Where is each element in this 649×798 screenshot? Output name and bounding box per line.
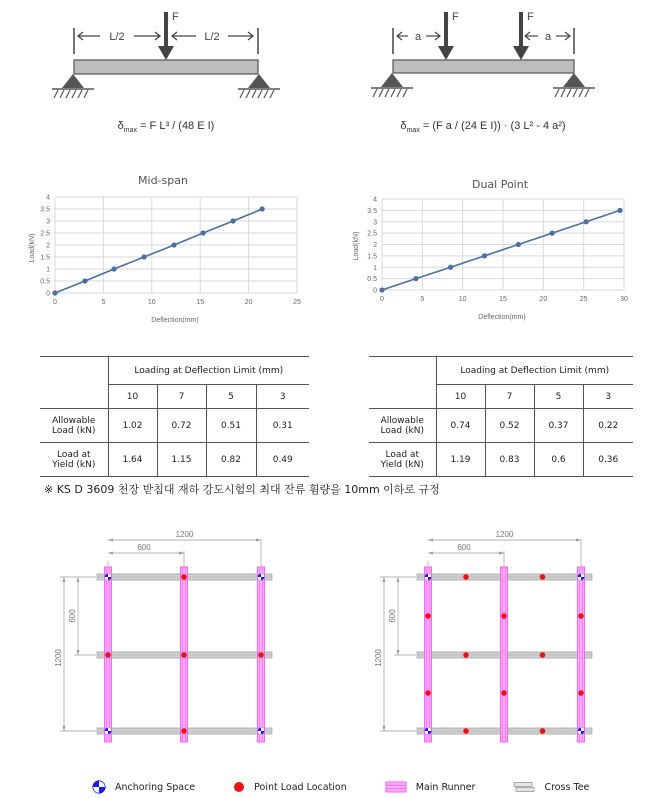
column-header: 10 bbox=[108, 385, 157, 409]
table-row bbox=[40, 443, 309, 477]
y-tick-label: 2.5 bbox=[40, 230, 50, 238]
legend-label: Main Runner bbox=[415, 781, 476, 793]
svg-text:F: F bbox=[452, 11, 459, 23]
legend-item-main-runner bbox=[385, 781, 476, 793]
y-tick-label: 0.5 bbox=[367, 276, 377, 284]
table-cell: 0.36 bbox=[583, 443, 633, 477]
data-point bbox=[516, 242, 521, 247]
svg-text:F: F bbox=[527, 11, 534, 23]
data-point bbox=[171, 242, 176, 247]
y-tick-label: 3.5 bbox=[367, 207, 377, 215]
table-cell: 1.02 bbox=[108, 409, 157, 443]
point-load-icon bbox=[181, 574, 187, 580]
y-tick-label: 1.5 bbox=[367, 253, 377, 261]
anchoring-space-icon bbox=[578, 574, 585, 581]
column-header: 3 bbox=[583, 385, 633, 409]
column-header: 5 bbox=[534, 385, 583, 409]
anchoring-space-icon bbox=[105, 574, 112, 581]
anchoring-space-icon bbox=[92, 780, 106, 794]
dimension-label: 1200 bbox=[374, 649, 383, 667]
dimension-arrow-right bbox=[172, 31, 253, 43]
pin-support-right-icon bbox=[553, 73, 595, 97]
pin-support-right-icon bbox=[238, 74, 280, 98]
x-tick-label: 5 bbox=[420, 296, 425, 303]
y-tick-label: 2 bbox=[46, 242, 50, 250]
span-left-label: L/2 bbox=[109, 31, 125, 43]
dimension-label: 1200 bbox=[495, 530, 514, 539]
table-corner bbox=[40, 357, 108, 409]
dimension-label: 600 bbox=[388, 609, 397, 623]
point-load-icon bbox=[463, 574, 469, 580]
y-tick-label: 3.5 bbox=[40, 206, 50, 214]
point-load-icon bbox=[578, 690, 584, 696]
beam bbox=[74, 60, 258, 74]
data-point bbox=[482, 253, 487, 258]
data-point bbox=[141, 254, 146, 259]
column-header: 10 bbox=[436, 385, 485, 409]
point-load-icon bbox=[540, 574, 546, 580]
data-point bbox=[379, 287, 384, 292]
y-tick-label: 0.5 bbox=[40, 278, 50, 286]
anchoring-space-icon bbox=[425, 728, 432, 735]
data-point bbox=[201, 230, 206, 235]
table-cell: 0.6 bbox=[534, 443, 583, 477]
chart-mid-span bbox=[25, 168, 315, 328]
table-cell: 1.64 bbox=[108, 443, 157, 477]
span-right-label: L/2 bbox=[204, 31, 220, 43]
point-load-icon bbox=[501, 613, 507, 619]
cross-tee-icon bbox=[513, 781, 535, 793]
point-load-icon bbox=[463, 652, 469, 658]
main-runner bbox=[425, 567, 432, 742]
table-header: Loading at Deflection Limit (mm) bbox=[108, 357, 309, 385]
dimension-label: 600 bbox=[137, 543, 151, 552]
x-tick-label: 15 bbox=[499, 296, 507, 303]
x-axis-label: Deflection(mm) bbox=[151, 317, 199, 324]
point-load-icon bbox=[258, 652, 264, 658]
table-cell: 0.31 bbox=[256, 409, 309, 443]
y-tick-label: 1 bbox=[46, 266, 50, 274]
x-tick-label: 5 bbox=[101, 299, 106, 306]
chart-dual-point bbox=[342, 172, 637, 328]
point-load-icon bbox=[501, 690, 507, 696]
y-tick-label: 1.5 bbox=[40, 254, 50, 262]
point-load-icon bbox=[540, 728, 546, 734]
row-label: Load at Yield (kN) bbox=[369, 443, 436, 477]
pin-support-left-icon bbox=[371, 73, 413, 97]
y-tick-label: 3 bbox=[373, 219, 377, 227]
table-row bbox=[369, 443, 633, 477]
data-point bbox=[583, 219, 588, 224]
chart-title: Mid-span bbox=[138, 174, 188, 187]
y-axis-label: Load(kN) bbox=[29, 233, 36, 263]
chart-plot-area bbox=[40, 195, 301, 307]
y-tick-label: 3 bbox=[46, 218, 50, 226]
x-tick-label: 0 bbox=[53, 299, 57, 306]
chart-title: Dual Point bbox=[471, 178, 529, 191]
table-cell: 0.52 bbox=[485, 409, 534, 443]
table-cell: 0.37 bbox=[534, 409, 583, 443]
table-corner bbox=[369, 357, 436, 409]
point-load-icon bbox=[181, 652, 187, 658]
deflection-formula-dual-point: $\delta_{max} = (F$ a / (24 E I)) · (3 L² - 4 a²) bbox=[400, 120, 566, 134]
table-row bbox=[40, 409, 309, 443]
table-dual-point bbox=[369, 356, 633, 477]
force-label: F bbox=[172, 11, 179, 23]
table-cell: 0.22 bbox=[583, 409, 633, 443]
column-header: 7 bbox=[485, 385, 534, 409]
data-point bbox=[52, 290, 57, 295]
data-point bbox=[617, 208, 622, 213]
x-tick-label: 20 bbox=[539, 296, 548, 303]
x-tick-label: 0 bbox=[380, 296, 384, 303]
table-cell: 0.72 bbox=[157, 409, 206, 443]
data-point bbox=[111, 266, 116, 271]
table-cell: 0.82 bbox=[206, 443, 256, 477]
table-cell: 1.15 bbox=[157, 443, 206, 477]
anchoring-space-icon bbox=[105, 728, 112, 735]
beam-diagram-dual-point bbox=[360, 0, 620, 140]
point-load-icon bbox=[578, 613, 584, 619]
column-header: 7 bbox=[157, 385, 206, 409]
data-point bbox=[231, 218, 236, 223]
layout-plan-mid-span bbox=[50, 525, 290, 750]
main-runner bbox=[501, 567, 508, 742]
anchoring-space-icon bbox=[258, 728, 265, 735]
legend-label: Anchoring Space bbox=[115, 781, 196, 793]
data-point bbox=[82, 278, 87, 283]
y-tick-label: 2 bbox=[373, 242, 377, 249]
column-header: 5 bbox=[206, 385, 256, 409]
deflection-formula-mid-span: $\delta_{max} = F$ L³ / (48 E I) bbox=[117, 120, 215, 134]
force-arrow-left-icon bbox=[438, 11, 459, 60]
beam bbox=[393, 60, 574, 73]
main-runner-icon bbox=[385, 781, 407, 793]
point-load-icon bbox=[425, 613, 431, 619]
y-tick-label: 0 bbox=[46, 290, 50, 298]
legend-item-point-load bbox=[233, 781, 347, 793]
span-right-label: a bbox=[544, 31, 552, 43]
anchoring-space-icon bbox=[425, 574, 432, 581]
point-load-icon bbox=[181, 728, 187, 734]
table-cell: 1.19 bbox=[436, 443, 485, 477]
chart-plot-area bbox=[367, 197, 628, 304]
table-mid-span bbox=[40, 356, 309, 477]
point-load-icon bbox=[425, 690, 431, 696]
legend-item-anchoring bbox=[92, 780, 195, 794]
dimension-label: 1200 bbox=[175, 530, 194, 539]
dimension-label: 1200 bbox=[54, 649, 63, 667]
x-tick-label: 20 bbox=[244, 299, 253, 306]
dimension-arrow-left bbox=[78, 31, 160, 43]
data-point bbox=[260, 206, 265, 211]
row-label: Load at Yield (kN) bbox=[40, 443, 108, 477]
y-tick-label: 4 bbox=[46, 194, 50, 202]
y-tick-label: 2.5 bbox=[367, 230, 377, 238]
dimension-label: 600 bbox=[457, 543, 471, 552]
x-tick-label: 15 bbox=[196, 299, 205, 306]
y-tick-label: 0 bbox=[373, 287, 377, 295]
legend-label: Point Load Location bbox=[254, 781, 347, 793]
dimension-label: 600 bbox=[68, 609, 77, 623]
anchoring-space-icon bbox=[258, 574, 265, 581]
anchoring-space-icon bbox=[578, 728, 585, 735]
table-cell: 0.74 bbox=[436, 409, 485, 443]
x-tick-label: 10 bbox=[147, 299, 156, 306]
legend bbox=[92, 780, 627, 794]
row-label: Allowable Load (kN) bbox=[40, 409, 108, 443]
dimension-arrow-right bbox=[525, 31, 570, 43]
y-tick-label: 1 bbox=[373, 264, 377, 272]
main-runner bbox=[578, 567, 585, 742]
pin-support-left-icon bbox=[52, 74, 94, 98]
span-left-label: a bbox=[414, 31, 422, 43]
table-cell: 0.49 bbox=[256, 443, 309, 477]
table-cell: 0.83 bbox=[485, 443, 534, 477]
table-row bbox=[369, 409, 633, 443]
point-load-icon bbox=[233, 781, 245, 793]
data-point bbox=[448, 265, 453, 270]
point-load-icon bbox=[105, 652, 111, 658]
data-point bbox=[550, 231, 555, 236]
row-label: Allowable Load (kN) bbox=[369, 409, 436, 443]
x-tick-label: 25 bbox=[293, 299, 301, 306]
standard-note: ※ KS D 3609 천장 받침대 재하 강도시험의 최대 잔류 휨량을 10mm 이하로 규정 bbox=[44, 483, 440, 496]
table-cell: 0.51 bbox=[206, 409, 256, 443]
data-point bbox=[413, 276, 418, 281]
column-header: 3 bbox=[256, 385, 309, 409]
point-load-icon bbox=[463, 728, 469, 734]
legend-item-cross-tee bbox=[513, 781, 589, 793]
y-axis-label: Load(kN) bbox=[353, 231, 360, 261]
x-tick-label: 25 bbox=[579, 296, 588, 303]
dimension-arrow-left bbox=[397, 31, 440, 43]
layout-plan-dual-point bbox=[370, 525, 610, 750]
beam-diagram-mid-span bbox=[40, 0, 300, 140]
x-axis-label: Deflection(mm) bbox=[478, 314, 526, 321]
point-load-icon bbox=[540, 652, 546, 658]
x-tick-label: 10 bbox=[458, 296, 467, 303]
y-tick-label: 4 bbox=[373, 196, 377, 204]
x-tick-label: 30 bbox=[620, 296, 628, 303]
legend-label: Cross Tee bbox=[544, 781, 590, 793]
table-header: Loading at Deflection Limit (mm) bbox=[436, 357, 633, 385]
